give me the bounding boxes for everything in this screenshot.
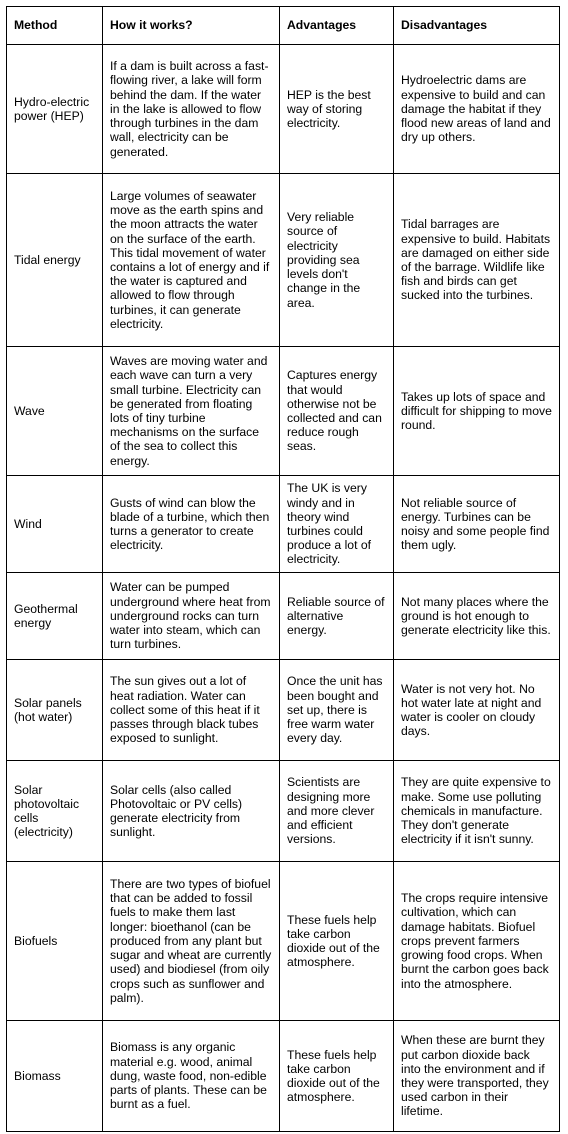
how-cell: Waves are moving water and each wave can turn a very small turbine. Electricity can be generated from floating lots of tiny turbine mechanisms on the surface of the sea to collect this energy. (103, 347, 280, 476)
table-row (7, 573, 560, 660)
advantages-cell: The UK is very windy and in theory wind turbines could produce a lot of electricity. (280, 476, 394, 573)
disadvantages-cell: The crops require intensive cultivation, which can damage habitats. Biofuel crops prevent farmers growing food crops. When burnt the carbon goes back into the atmosphere. (394, 862, 560, 1021)
advantages-cell: These fuels help take carbon dioxide out of the atmosphere. (280, 1021, 394, 1132)
disadvantages-cell: They are quite expensive to make. Some use polluting chemicals in manufacture. They don't generate electricity if it isn't sunny. (394, 761, 560, 862)
how-cell: There are two types of biofuel that can be added to fossil fuels to make them last longer: bioethanol (can be produced from any plant but sugar and wheat are currently used) and biodiesel (from oily crops such as sunflower and palm). (103, 862, 280, 1021)
table-row (7, 1021, 560, 1132)
table-row (7, 761, 560, 862)
method-cell: Geothermal energy (7, 573, 103, 660)
how-cell: Biomass is any organic material e.g. wood, animal dung, waste food, non-edible parts of plants. These can be burnt as a fuel. (103, 1021, 280, 1132)
method-cell: Tidal energy (7, 174, 103, 347)
method-cell: Wind (7, 476, 103, 573)
method-cell: Solar panels (hot water) (7, 660, 103, 761)
disadvantages-cell: Water is not very hot. No hot water late at night and water is cooler on cloudy days. (394, 660, 560, 761)
disadvantages-cell: Takes up lots of space and difficult for shipping to move round. (394, 347, 560, 476)
method-cell: Biomass (7, 1021, 103, 1132)
how-cell: The sun gives out a lot of heat radiation. Water can collect some of this heat if it passes through black tubes exposed to sunlight. (103, 660, 280, 761)
method-cell: Hydro-electric power (HEP) (7, 45, 103, 174)
advantages-cell: Very reliable source of electricity providing sea levels don't change in the area. (280, 174, 394, 347)
how-cell: Solar cells (also called Photovoltaic or PV cells) generate electricity from sunlight. (103, 761, 280, 862)
header-how-it-works: How it works? (103, 7, 280, 45)
table-row (7, 45, 560, 174)
disadvantages-cell: Tidal barrages are expensive to build. Habitats are damaged on either side of the barrage. Wildlife like fish and birds can get sucked into the turbines. (394, 174, 560, 347)
disadvantages-cell: When these are burnt they put carbon dioxide back into the environment and if they were transported, they used carbon in their lifetime. (394, 1021, 560, 1132)
method-cell: Solar photovoltaic cells (electricity) (7, 761, 103, 862)
table-row (7, 862, 560, 1021)
header-row (7, 7, 560, 45)
how-cell: Large volumes of seawater move as the earth spins and the moon attracts the water on the surface of the earth. This tidal movement of water contains a lot of energy and if the water is captured and allowed to flow through turbines, it can generate electricity. (103, 174, 280, 347)
table-row (7, 476, 560, 573)
header-advantages: Advantages (280, 7, 394, 45)
advantages-cell: Scientists are designing more and more clever and efficient versions. (280, 761, 394, 862)
table-row (7, 660, 560, 761)
disadvantages-cell: Not many places where the ground is hot enough to generate electricity like this. (394, 573, 560, 660)
method-cell: Wave (7, 347, 103, 476)
how-cell: Water can be pumped underground where heat from underground rocks can turn water into steam, which can turn turbines. (103, 573, 280, 660)
how-cell: Gusts of wind can blow the blade of a turbine, which then turns a generator to create electricity. (103, 476, 280, 573)
advantages-cell: HEP is the best way of storing electricity. (280, 45, 394, 174)
table-row (7, 174, 560, 347)
method-cell: Biofuels (7, 862, 103, 1021)
header-disadvantages: Disadvantages (394, 7, 560, 45)
header-method: Method (7, 7, 103, 45)
disadvantages-cell: Not reliable source of energy. Turbines can be noisy and some people find them ugly. (394, 476, 560, 573)
advantages-cell: These fuels help take carbon dioxide out of the atmosphere. (280, 862, 394, 1021)
advantages-cell: Reliable source of alternative energy. (280, 573, 394, 660)
energy-methods-table (6, 6, 560, 1132)
advantages-cell: Captures energy that would otherwise not be collected and can reduce rough seas. (280, 347, 394, 476)
how-cell: If a dam is built across a fast-flowing river, a lake will form behind the dam. If the water in the lake is allowed to flow through turbines in the dam wall, electricity can be generated. (103, 45, 280, 174)
table-row (7, 347, 560, 476)
disadvantages-cell: Hydroelectric dams are expensive to build and can damage the habitat if they flood new areas of land and dry up others. (394, 45, 560, 174)
advantages-cell: Once the unit has been bought and set up, there is free warm water every day. (280, 660, 394, 761)
